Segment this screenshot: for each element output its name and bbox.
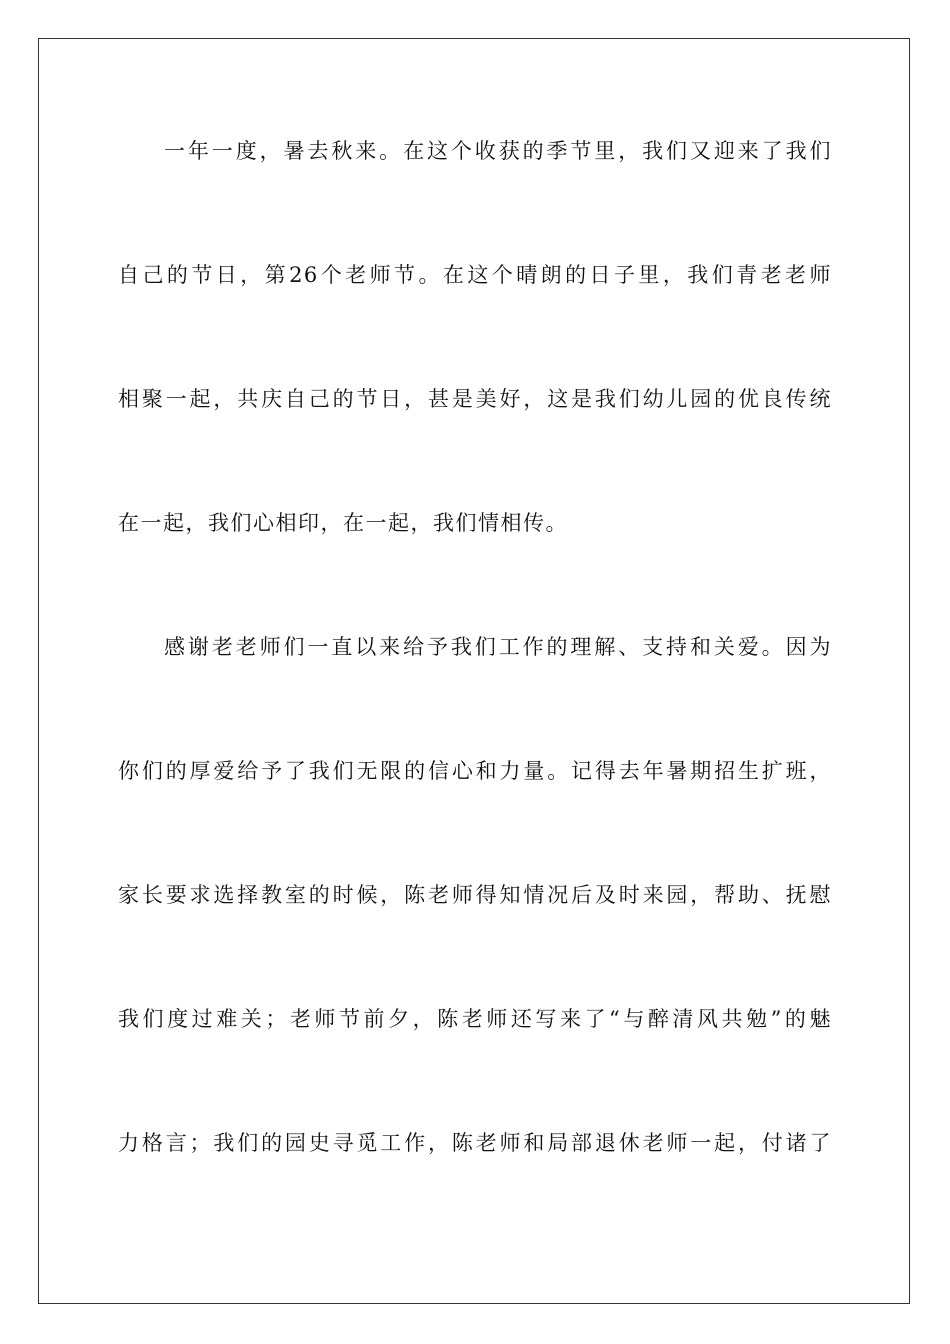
paragraph-1-line-1: 一年一度，暑去秋来。在这个收获的季节里，我们又迎来了我们 (164, 139, 832, 163)
paragraph-1-line-3: 相聚一起，共庆自己的节日，甚是美好，这是我们幼儿园的优良传统 (118, 387, 832, 411)
paragraph-2-line-4: 我们度过难关；老师节前夕，陈老师还写来了“与醉清风共勉”的魅 (118, 1007, 832, 1031)
paragraph-1-line-4: 在一起，我们心相印，在一起，我们情相传。 (118, 511, 568, 535)
paragraph-2-line-5: 力格言；我们的园史寻觅工作，陈老师和局部退休老师一起，付诸了 (118, 1131, 832, 1155)
paragraph-2-line-2: 你们的厚爱给予了我们无限的信心和力量。记得去年暑期招生扩班， (118, 759, 832, 783)
paragraph-1-line-2: 自己的节日，第26个老师节。在这个晴朗的日子里，我们青老老师 (118, 263, 832, 287)
page-border (38, 38, 910, 1304)
paragraph-2-line-1: 感谢老老师们一直以来给予我们工作的理解、支持和关爱。因为 (164, 635, 832, 659)
paragraph-2-line-3: 家长要求选择教室的时候，陈老师得知情况后及时来园，帮助、抚慰 (118, 883, 832, 907)
